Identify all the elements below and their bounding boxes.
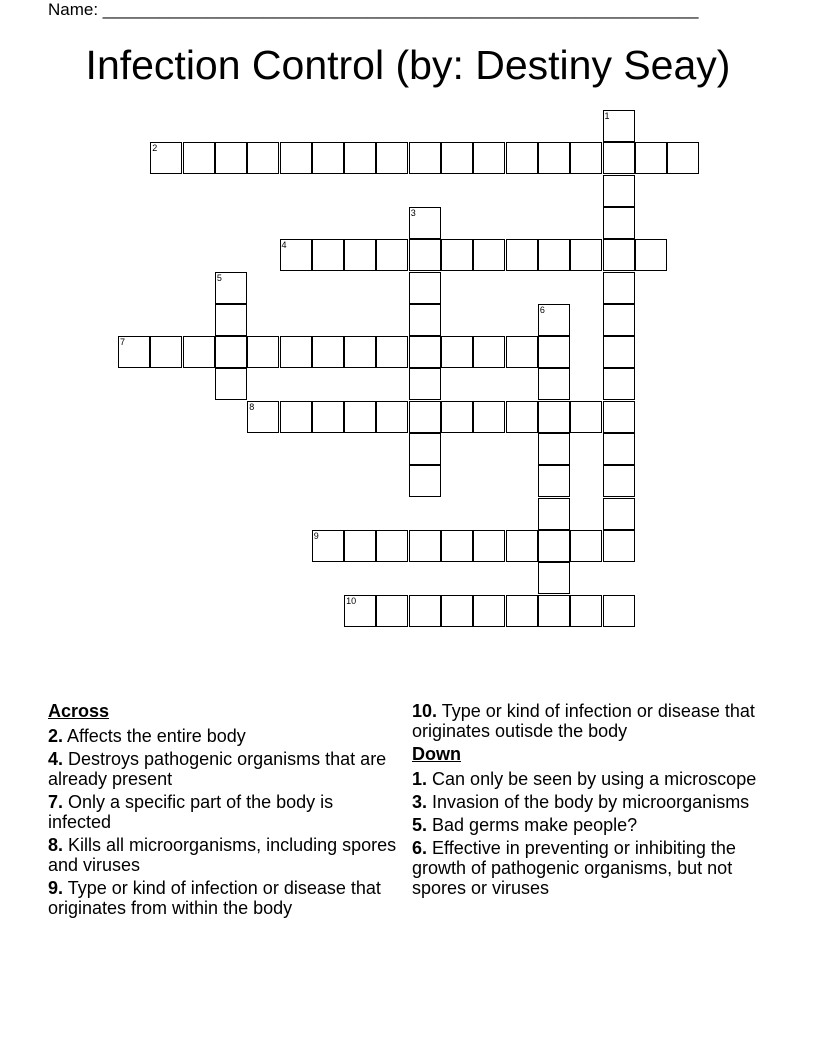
clue-number: 10. (412, 701, 438, 721)
grid-cell[interactable] (441, 239, 473, 271)
grid-cell[interactable] (570, 530, 602, 562)
grid-cell[interactable] (441, 595, 473, 627)
grid-cell[interactable] (215, 272, 247, 304)
clue-text: Bad germs make people? (432, 815, 638, 835)
grid-cell[interactable] (409, 304, 441, 336)
grid-cell[interactable] (376, 142, 408, 174)
cell-number: 7 (120, 337, 126, 348)
clue-across-8 (48, 835, 398, 875)
grid-cell[interactable] (344, 595, 376, 627)
grid-cell[interactable] (441, 401, 473, 433)
clue-number: 3. (412, 792, 428, 812)
grid-cell[interactable] (473, 401, 505, 433)
clue-text: Kills all microorganisms, including spores and viruses (48, 835, 397, 875)
grid-cell[interactable] (570, 142, 602, 174)
grid-cell[interactable] (118, 336, 150, 368)
grid-cell[interactable] (603, 595, 635, 627)
grid-cell[interactable] (247, 336, 279, 368)
clue-across-2 (48, 726, 398, 746)
grid-cell[interactable] (538, 562, 570, 594)
grid-cell[interactable] (183, 142, 215, 174)
grid-cell[interactable] (247, 401, 279, 433)
grid-cell[interactable] (150, 142, 182, 174)
grid-cell[interactable] (280, 239, 312, 271)
grid-cell[interactable] (376, 595, 408, 627)
grid-cell[interactable] (570, 595, 602, 627)
grid-cell[interactable] (344, 142, 376, 174)
grid-cell[interactable] (441, 530, 473, 562)
clue-text: Type or kind of infection or disease that originates from within the body (48, 878, 381, 918)
grid-cell[interactable] (603, 401, 635, 433)
cell-number: 4 (281, 240, 287, 251)
clue-text: Effective in preventing or inhibiting the growth of pathogenic organisms, but not spores or viruses (412, 838, 736, 898)
cell-number: 8 (249, 401, 255, 412)
grid-cell[interactable] (603, 272, 635, 304)
grid-cell[interactable] (344, 530, 376, 562)
grid-cell[interactable] (150, 336, 182, 368)
cell-number: 5 (216, 272, 222, 283)
grid-cell[interactable] (247, 142, 279, 174)
grid-cell[interactable] (344, 336, 376, 368)
grid-cell[interactable] (215, 336, 247, 368)
clue-across-10 (412, 701, 782, 741)
grid-cell[interactable] (280, 142, 312, 174)
grid-cell[interactable] (280, 336, 312, 368)
clue-text: Can only be seen by using a microscope (432, 769, 757, 789)
grid-cell[interactable] (441, 336, 473, 368)
grid-cell[interactable] (376, 530, 408, 562)
grid-cell[interactable] (603, 110, 635, 142)
down-heading: Down (412, 744, 461, 764)
grid-cell[interactable] (312, 336, 344, 368)
grid-cell[interactable] (473, 595, 505, 627)
clue-number: 4. (48, 749, 64, 769)
cell-number: 3 (410, 207, 416, 218)
clue-number: 5. (412, 815, 428, 835)
grid-cell[interactable] (409, 239, 441, 271)
clue-number: 7. (48, 792, 64, 812)
grid-cell[interactable] (538, 595, 570, 627)
clue-number: 9. (48, 878, 64, 898)
grid-cell[interactable] (409, 368, 441, 400)
clue-text: Destroys pathogenic organisms that are already present (48, 749, 387, 789)
grid-cell[interactable] (312, 401, 344, 433)
grid-cell[interactable] (506, 142, 538, 174)
grid-cell[interactable] (538, 368, 570, 400)
grid-cell[interactable] (215, 142, 247, 174)
grid-cell[interactable] (344, 401, 376, 433)
cell-number: 2 (152, 143, 158, 154)
grid-cell[interactable] (603, 433, 635, 465)
grid-cell[interactable] (312, 530, 344, 562)
grid-cell[interactable] (635, 239, 667, 271)
grid-cell[interactable] (603, 207, 635, 239)
clue-across-4 (48, 749, 398, 789)
cell-number: 6 (539, 304, 545, 315)
grid-cell[interactable] (473, 239, 505, 271)
grid-cell[interactable] (344, 239, 376, 271)
grid-cell[interactable] (183, 336, 215, 368)
grid-cell[interactable] (506, 530, 538, 562)
grid-cell[interactable] (312, 239, 344, 271)
grid-cell[interactable] (409, 433, 441, 465)
grid-cell[interactable] (538, 336, 570, 368)
clue-down-5 (412, 815, 782, 835)
clue-down-1 (412, 769, 782, 789)
grid-cell[interactable] (538, 304, 570, 336)
clue-number: 8. (48, 835, 64, 855)
grid-cell[interactable] (376, 239, 408, 271)
grid-cell[interactable] (635, 142, 667, 174)
grid-cell[interactable] (312, 142, 344, 174)
grid-cell[interactable] (376, 336, 408, 368)
cell-number: 9 (313, 530, 319, 541)
grid-cell[interactable] (603, 498, 635, 530)
page-title: Infection Control (by: Destiny Seay) (85, 42, 731, 88)
clue-text: Only a specific part of the body is infected (48, 792, 334, 832)
across-heading: Across (48, 701, 110, 721)
grid-cell[interactable] (538, 142, 570, 174)
grid-cell[interactable] (409, 401, 441, 433)
grid-cell[interactable] (538, 498, 570, 530)
grid-cell[interactable] (409, 142, 441, 174)
grid-cell[interactable] (538, 433, 570, 465)
grid-cell[interactable] (409, 336, 441, 368)
grid-cell[interactable] (603, 239, 635, 271)
grid-cell[interactable] (215, 304, 247, 336)
clue-text: Invasion of the body by microorganisms (432, 792, 750, 812)
clue-across-9 (48, 878, 398, 918)
grid-cell[interactable] (538, 530, 570, 562)
grid-cell[interactable] (441, 142, 473, 174)
clue-text: Type or kind of infection or disease that originates outisde the body (412, 701, 755, 741)
grid-cell[interactable] (570, 401, 602, 433)
clue-down-3 (412, 792, 782, 812)
cell-number: 1 (604, 111, 610, 121)
grid-cell[interactable] (409, 272, 441, 304)
clue-down-6 (412, 838, 782, 898)
grid-cell[interactable] (506, 239, 538, 271)
grid-cell[interactable] (215, 368, 247, 400)
grid-cell[interactable] (603, 142, 635, 174)
clue-text: Affects the entire body (67, 726, 246, 746)
grid-cell[interactable] (506, 595, 538, 627)
clue-number: 6. (412, 838, 428, 858)
clues-right-column (412, 701, 782, 901)
grid-cell[interactable] (667, 142, 699, 174)
grid-cell[interactable] (409, 530, 441, 562)
clue-number: 1. (412, 769, 428, 789)
clue-number: 2. (48, 726, 64, 746)
grid-cell[interactable] (473, 142, 505, 174)
grid-cell[interactable] (603, 336, 635, 368)
grid-cell[interactable] (538, 465, 570, 497)
grid-cell[interactable] (280, 401, 312, 433)
grid-cell[interactable] (409, 595, 441, 627)
grid-cell[interactable] (603, 175, 635, 207)
clue-across-7 (48, 792, 398, 832)
grid-cell[interactable] (506, 336, 538, 368)
cell-number: 10 (346, 595, 357, 606)
grid-cell[interactable] (409, 465, 441, 497)
grid-cell[interactable] (473, 530, 505, 562)
clues-left-column (48, 701, 398, 921)
grid-cell[interactable] (603, 368, 635, 400)
name-field[interactable]: Name: _______________________________________________________________ (48, 0, 699, 19)
grid-cell[interactable] (603, 465, 635, 497)
grid-cell[interactable] (473, 336, 505, 368)
grid-cell[interactable] (506, 401, 538, 433)
grid-cell[interactable] (538, 401, 570, 433)
grid-cell[interactable] (603, 530, 635, 562)
grid-cell[interactable] (538, 239, 570, 271)
grid-cell[interactable] (376, 401, 408, 433)
grid-cell[interactable] (603, 304, 635, 336)
grid-cell[interactable] (570, 239, 602, 271)
grid-cell[interactable] (409, 207, 441, 239)
